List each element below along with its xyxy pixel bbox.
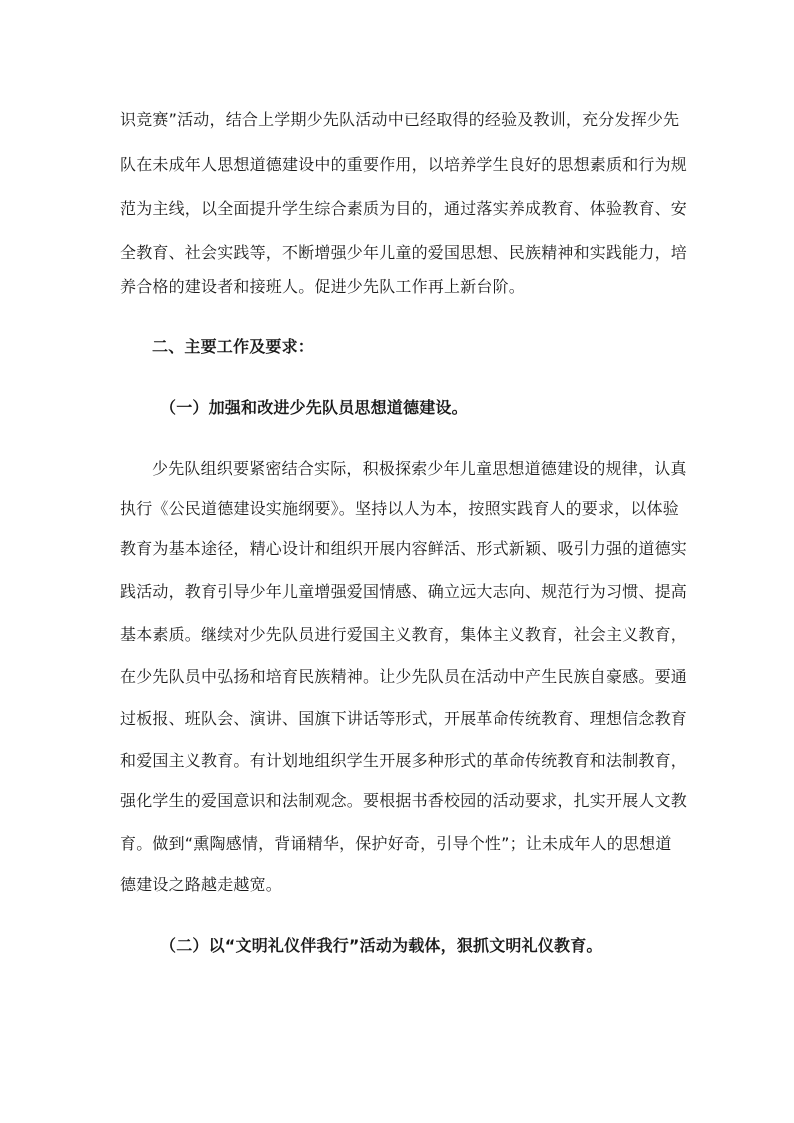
- para2-line-5: 基本素质。继续对少先队员进行爱国主义教育，集体主义教育，社会主义教育，: [120, 625, 688, 644]
- para1-line-5: 养合格的建设者和接班人。促进少先队工作再上新台阶。: [120, 277, 526, 296]
- section-heading-main: 二、主要工作及要求：: [152, 337, 315, 356]
- para2-line-4: 践活动，教育引导少年儿童增强爱国情感、确立远大志向、规范行为习惯、提高: [120, 582, 688, 601]
- para2-line-8: 和爱国主义教育。有计划地组织学生开展多种形式的革命传统教育和法制教育，: [120, 751, 688, 770]
- para1-line-4: 全教育、社会实践等，不断增强少年儿童的爱国思想、民族精神和实践能力，培: [120, 243, 688, 262]
- section-heading-sub-2: （二）以“文明礼仪伴我行”活动为载体，狠抓文明礼仪教育。: [160, 936, 603, 955]
- para1-line-1: 识竞赛”活动，结合上学期少先队活动中已经取得的经验及教训，充分发挥少先: [120, 110, 680, 129]
- para1-line-2: 队在未成年人思想道德建设中的重要作用，以培养学生良好的思想素质和行为规: [120, 155, 688, 174]
- para2-line-3: 教育为基本途径，精心设计和组织开展内容鲜活、形式新颖、吸引力强的道德实: [120, 539, 688, 558]
- para2-line-2: 执行《公民道德建设实施纲要》。坚持以人为本，按照实践育人的要求，以体验: [120, 499, 680, 518]
- section-heading-sub-1: （一）加强和改进少先队员思想道德建设。: [160, 398, 468, 417]
- para1-line-3: 范为主线，以全面提升学生综合素质为目的，通过落实养成教育、体验教育、安: [120, 199, 688, 218]
- para2-line-7: 过板报、班队会、演讲、国旗下讲话等形式，开展革命传统教育、理想信念教育: [120, 709, 688, 728]
- para2-line-11: 德建设之路越走越宽。: [120, 875, 283, 894]
- para2-line-1: 少先队组织要紧密结合实际，积极探索少年儿童思想道德建设的规律，认真: [152, 459, 687, 478]
- para2-line-9: 强化学生的爱国意识和法制观念。要根据书香校园的活动要求，扎实开展人文教: [120, 791, 688, 810]
- para2-line-6: 在少先队员中弘扬和培育民族精神。让少先队员在活动中产生民族自豪感。要通: [120, 667, 688, 686]
- para2-line-10: 育。做到“熏陶感情，背诵精华，保护好奇，引导个性”；让未成年人的思想道: [120, 834, 672, 853]
